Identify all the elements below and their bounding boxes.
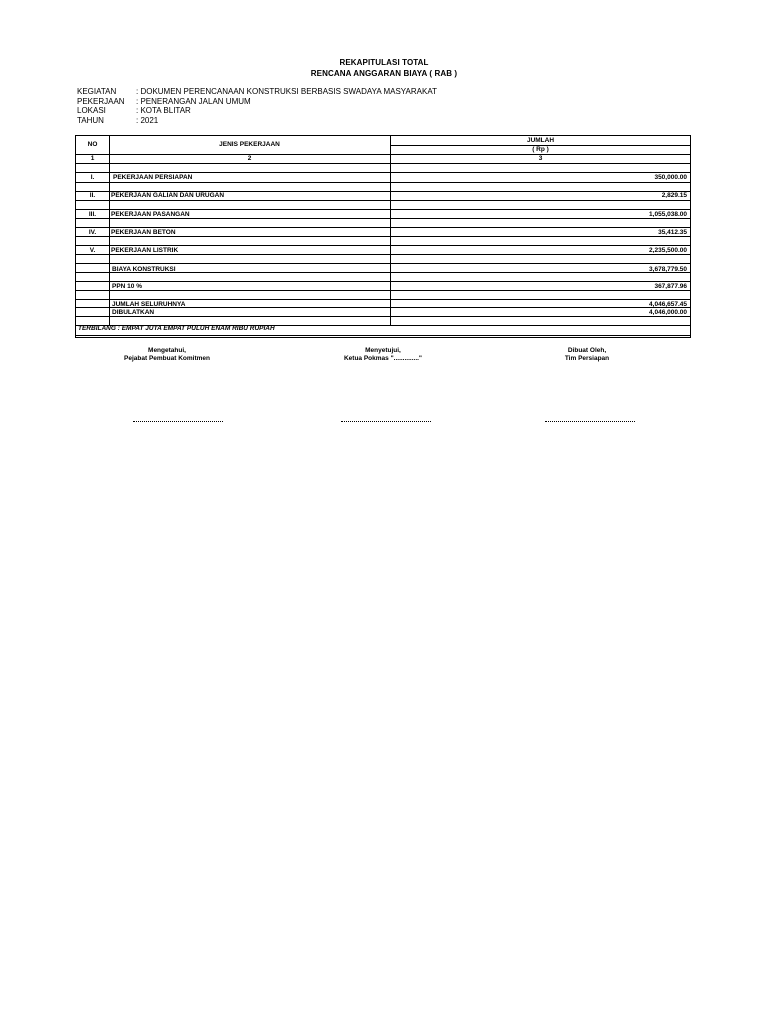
row-jumlah: 35,412.35 [658,229,687,236]
column-divider [390,136,391,325]
row-no: IV. [88,229,97,236]
recap-table [75,135,691,338]
column-number-2: 2 [247,155,252,162]
row-divider [76,182,690,183]
row-jumlah: 2,829.15 [661,192,687,199]
row-divider [76,263,690,264]
info-label: LOKASI [77,106,106,115]
biaya-konstruksi-value: 3,678,779.50 [649,266,687,273]
info-label: TAHUN [77,115,104,125]
row-jumlah: 350,000.00 [654,174,687,181]
signature-caption: Mengetahui, [148,347,186,354]
info-label: KEGIATAN [77,87,117,96]
row-divider [76,281,690,282]
info-row-kegiatan [77,87,437,97]
row-no: V. [89,247,96,254]
row-no: III. [88,211,97,218]
row-divider [76,299,690,300]
info-value: : PENERANGAN JALAN UMUM [136,96,251,106]
row-divider [76,200,690,201]
biaya-konstruksi-label: BIAYA KONSTRUKSI [112,266,176,273]
terbilang-text: TERBILANG : EMPAT JUTA EMPAT PULUH ENAM RIBU RUPIAH [78,325,275,332]
info-value: : 2021 [136,115,159,125]
info-value: : DOKUMEN PERENCANAAN KONSTRUKSI BERBASIS SWADAYA MASYARAKAT [136,87,437,96]
info-row-lokasi [77,106,437,116]
row-no: I. [90,174,95,181]
row-no: II. [89,192,96,199]
column-number-1: 1 [90,155,95,162]
row-divider [76,227,690,228]
signature-role: Tim Persiapan [564,355,610,362]
row-jumlah: 2,235,500.00 [649,247,687,254]
info-value: : KOTA BLITAR [136,106,191,115]
column-divider [109,136,110,325]
document-subtitle: RENCANA ANGGARAN BIAYA ( RAB ) [310,69,458,78]
signature-block-ppk [67,347,267,363]
signature-caption: Menyetujui, [365,347,401,354]
signature-caption: Dibuat Oleh, [567,347,607,354]
row-divider [76,335,690,336]
row-divider [76,163,690,164]
column-number-3: 3 [538,155,543,162]
row-divider [76,290,690,291]
rounded-label: DIBULATKAN [112,309,155,316]
rounded-value: 4,046,000.00 [649,309,687,316]
info-row-tahun [77,116,437,126]
document-title: REKAPITULASI TOTAL [339,58,429,67]
header-no: NO [87,141,98,148]
header-jumlah: JUMLAH [526,137,555,144]
row-divider [76,245,690,246]
header-unit: ( Rp ) [532,146,549,153]
row-jenis: PEKERJAAN LISTRIK [111,247,179,254]
row-divider [76,172,690,173]
signature-role: Pejabat Pembuat Komitmen [124,355,210,362]
info-block [77,87,437,125]
header-jenis-pekerjaan: JENIS PEKERJAAN [219,141,280,148]
total-label: JUMLAH SELURUHNYA [112,301,186,308]
signature-line [545,421,635,422]
row-divider [76,316,690,317]
total-value: 4,046,657.45 [649,301,687,308]
signature-line [341,421,431,422]
row-jenis: PEKERJAAN BETON [111,229,176,236]
row-jumlah: 1,055,038.00 [649,211,687,218]
row-divider [76,209,690,210]
info-row-pekerjaan [77,97,437,107]
row-jenis: PEKERJAAN GALIAN DAN URUGAN [111,192,225,199]
row-jenis: PEKERJAAN PASANGAN [111,211,190,218]
row-jenis: PEKERJAAN PERSIAPAN [113,174,193,181]
ppn-value: 367,877.96 [654,283,687,290]
signature-block-pokmas [283,347,483,363]
row-divider [76,236,690,237]
signature-role: Ketua Pokmas ".............." [343,355,423,362]
ppn-label: PPN 10 % [112,283,142,290]
info-label: PEKERJAAN [77,96,125,106]
signature-block-tim [487,347,687,363]
signature-line [133,421,223,422]
row-divider [76,254,690,255]
row-divider [76,218,690,219]
